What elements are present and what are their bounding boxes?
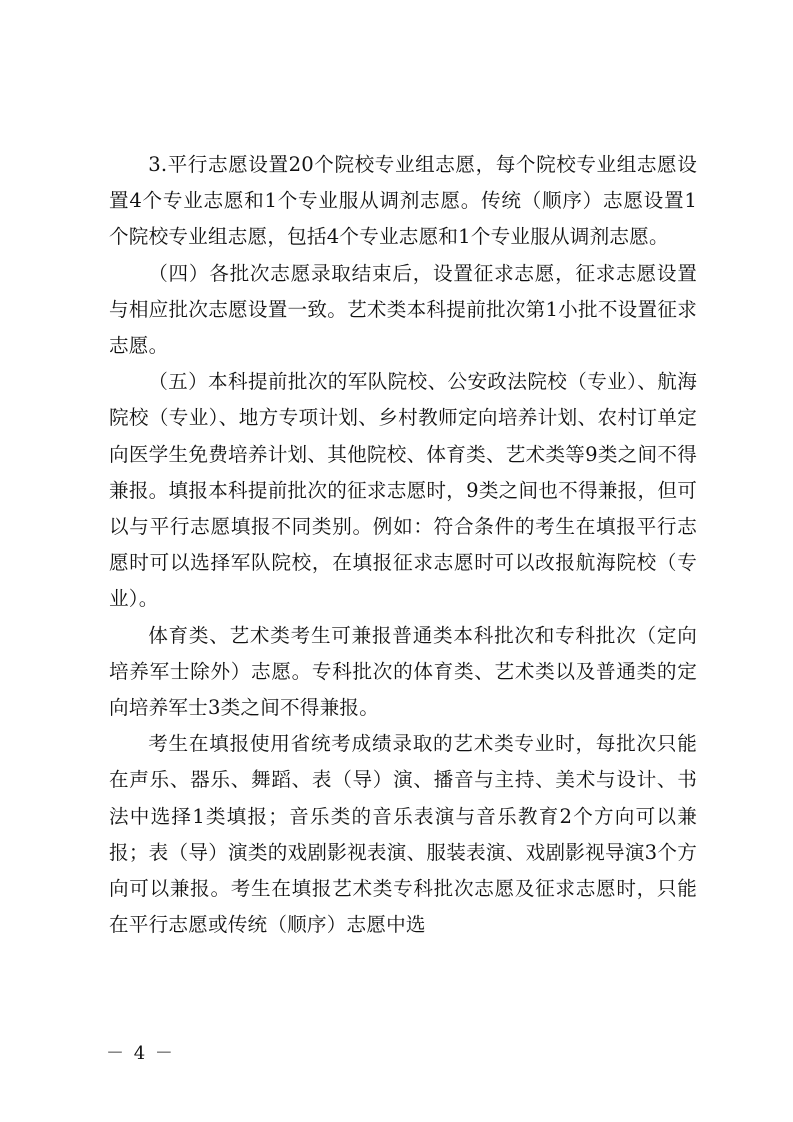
paragraph-art-majors-selection: 考生在填报使用省统考成绩录取的艺术类专业时，每批次只能在声乐、器乐、舞蹈、表（导）演、播音与主持、美术与设计、书法中选择1类填报；音乐类的音乐表演与音乐教育2个方向可以兼报；表（导）演类的戏剧影视表演、服装表演、戏剧影视导演3个方向可以兼报。考生在填报艺术类专科批次志愿及征求志愿时，只能在平行志愿或传统（顺序）志愿中选	[109, 732, 697, 937]
paragraph-parallel-volunteer: 3.平行志愿设置20个院校专业组志愿，每个院校专业组志愿设置4个专业志愿和1个专业服从调剂志愿。传统（顺序）志愿设置1个院校专业组志愿，包括4个专业志愿和1个专业服从调剂志愿。	[109, 153, 697, 249]
paragraph-sports-art-candidates: 体育类、艺术类考生可兼报普通类本科批次和专科批次（定向培养军士除外）志愿。专科批次的体育类、艺术类以及普通类的定向培养军士3类之间不得兼报。	[109, 623, 697, 720]
paragraph-solicit-volunteer: （四）各批次志愿录取结束后，设置征求志愿，征求志愿设置与相应批次志愿设置一致。艺术类本科提前批次第1小批不设置征求志愿。	[109, 261, 697, 358]
page-number: － 4 －	[106, 1043, 175, 1064]
document-body	[109, 147, 697, 943]
paragraph-early-batch-categories: （五）本科提前批次的军队院校、公安政法院校（专业）、航海院校（专业）、地方专项计划、乡村教师定向培养计划、农村订单定向医学生免费培养计划、其他院校、体育类、艺术类等9类之间不得兼报。填报本科提前批次的征求志愿时，9类之间也不得兼报，但可以与平行志愿填报不同类别。例如：符合条件的考生在填报平行志愿时可以选择军队院校，在填报征求志愿时可以改报航海院校（专业）。	[109, 370, 697, 611]
